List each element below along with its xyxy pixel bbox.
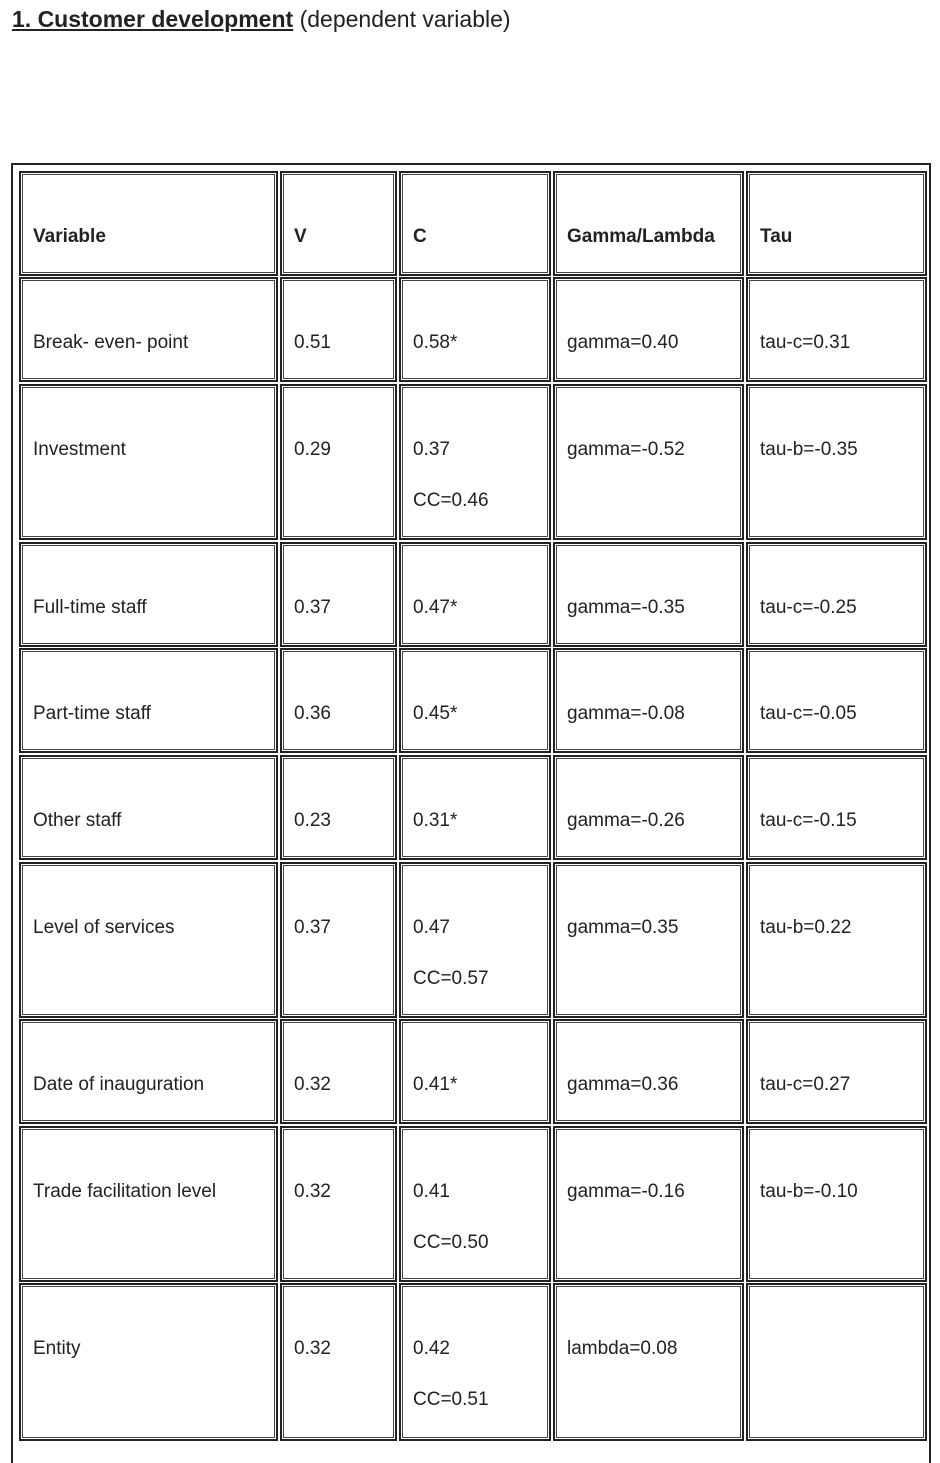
- table-cell-v: [280, 862, 397, 1018]
- cell-text-tau: tau-c=0.27: [760, 1074, 851, 1095]
- cell-text-gamma-lambda: gamma=0.40: [567, 332, 679, 353]
- table-cell-gamma-lambda: [553, 862, 744, 1018]
- table-cell-c: [399, 1126, 551, 1282]
- cell-text-tau: tau-c=-0.25: [760, 597, 857, 618]
- table-cell-tau: [746, 1283, 927, 1441]
- table-cell-variable: [19, 1019, 278, 1124]
- cell-text-c: 0.42: [413, 1338, 450, 1359]
- header-cell-gamma-lambda: [553, 171, 744, 276]
- cell-text-variable: Trade facilitation level: [33, 1181, 217, 1202]
- table-cell-c: [399, 862, 551, 1018]
- cell-text-v: 0.36: [294, 703, 331, 724]
- table-cell-c: [399, 648, 551, 753]
- table-cell-c: [399, 755, 551, 860]
- cell-text-gamma-lambda: gamma=-0.52: [567, 439, 685, 460]
- table-cell-c: [399, 542, 551, 647]
- table-cell-v: [280, 384, 397, 540]
- table-cell-c: [399, 277, 551, 382]
- cell-text-c: 0.45*: [413, 703, 458, 724]
- cell-text-c: 0.41*: [413, 1074, 458, 1095]
- cell-text-variable: Part-time staff: [33, 703, 151, 724]
- table-cell-v: [280, 542, 397, 647]
- cell-text-gamma-lambda: gamma=-0.35: [567, 597, 685, 618]
- table-cell-v: [280, 277, 397, 382]
- table-cell-gamma-lambda: [553, 1019, 744, 1124]
- cell-text-variable: Entity: [33, 1338, 81, 1359]
- table-cell-gamma-lambda: [553, 755, 744, 860]
- cell-text-gamma-lambda: gamma=-0.08: [567, 703, 685, 724]
- column-header-gamma-lambda: Gamma/Lambda: [567, 226, 715, 247]
- header-cell-tau: [746, 171, 927, 276]
- table-cell-variable: [19, 277, 278, 382]
- cell-text-gamma-lambda: gamma=0.36: [567, 1074, 679, 1095]
- header-cell-v: [280, 171, 397, 276]
- table-cell-variable: [19, 1283, 278, 1441]
- cell-text-variable: Level of services: [33, 917, 175, 938]
- cell-text-c: 0.47: [413, 917, 450, 938]
- cell-text-cc: CC=0.57: [413, 968, 489, 989]
- column-header-v: V: [294, 226, 307, 247]
- cell-text-v: 0.23: [294, 810, 331, 831]
- header-cell-c: [399, 171, 551, 276]
- cell-text-tau: tau-b=-0.10: [760, 1181, 858, 1202]
- table-cell-v: [280, 648, 397, 753]
- table-cell-gamma-lambda: [553, 1126, 744, 1282]
- page-heading: [12, 6, 511, 33]
- table-cell-tau: [746, 1126, 927, 1282]
- table-cell-tau: [746, 384, 927, 540]
- cell-text-v: 0.32: [294, 1074, 331, 1095]
- table-cell-variable: [19, 1126, 278, 1282]
- table-cell-variable: [19, 542, 278, 647]
- table-cell-variable: [19, 384, 278, 540]
- cell-text-v: 0.32: [294, 1181, 331, 1202]
- table-cell-v: [280, 1019, 397, 1124]
- column-header-c: C: [413, 226, 427, 247]
- cell-text-c: 0.31*: [413, 810, 458, 831]
- cell-text-v: 0.32: [294, 1338, 331, 1359]
- table-cell-tau: [746, 277, 927, 382]
- cell-text-tau: tau-c=-0.15: [760, 810, 857, 831]
- cell-text-variable: Other staff: [33, 810, 122, 831]
- cell-text-variable: Break- even- point: [33, 332, 189, 353]
- cell-text-variable: Date of inauguration: [33, 1074, 205, 1095]
- table-cell-gamma-lambda: [553, 648, 744, 753]
- table-cell-tau: [746, 1019, 927, 1124]
- table-cell-tau: [746, 862, 927, 1018]
- cell-text-v: 0.37: [294, 917, 331, 938]
- table-cell-gamma-lambda: [553, 384, 744, 540]
- table-cell-tau: [746, 542, 927, 647]
- cell-text-variable: Full-time staff: [33, 597, 147, 618]
- cell-text-tau: tau-c=-0.05: [760, 703, 857, 724]
- cell-text-tau: tau-b=-0.35: [760, 439, 858, 460]
- cell-text-cc: CC=0.50: [413, 1232, 489, 1253]
- table-cell-tau: [746, 755, 927, 860]
- table-cell-gamma-lambda: [553, 277, 744, 382]
- table-cell-c: [399, 384, 551, 540]
- cell-text-cc: CC=0.46: [413, 490, 489, 511]
- header-cell-variable: [19, 171, 278, 276]
- cell-text-c: 0.37: [413, 439, 450, 460]
- cell-text-c: 0.58*: [413, 332, 458, 353]
- heading-title: 1. Customer development: [12, 6, 294, 32]
- column-header-tau: Tau: [760, 226, 793, 247]
- cell-text-c: 0.47*: [413, 597, 458, 618]
- table-cell-c: [399, 1283, 551, 1441]
- table-cell-v: [280, 1283, 397, 1441]
- column-header-variable: Variable: [33, 226, 106, 247]
- cell-text-tau: tau-c=0.31: [760, 332, 851, 353]
- table-cell-c: [399, 1019, 551, 1124]
- table-cell-gamma-lambda: [553, 1283, 744, 1441]
- cell-text-gamma-lambda: gamma=0.35: [567, 917, 679, 938]
- table-cell-variable: [19, 755, 278, 860]
- table-cell-variable: [19, 648, 278, 753]
- cell-text-c: 0.41: [413, 1181, 450, 1202]
- table-cell-v: [280, 755, 397, 860]
- heading-subtitle: (dependent variable): [293, 6, 511, 32]
- cell-text-tau: tau-b=0.22: [760, 917, 852, 938]
- statistics-table: [11, 163, 931, 1463]
- cell-text-v: 0.51: [294, 332, 331, 353]
- cell-text-v: 0.29: [294, 439, 331, 460]
- table-cell-v: [280, 1126, 397, 1282]
- table-cell-variable: [19, 862, 278, 1018]
- cell-text-gamma-lambda: gamma=-0.16: [567, 1181, 685, 1202]
- table-cell-gamma-lambda: [553, 542, 744, 647]
- cell-text-gamma-lambda: gamma=-0.26: [567, 810, 685, 831]
- table-cell-tau: [746, 648, 927, 753]
- cell-text-variable: Investment: [33, 439, 126, 460]
- cell-text-cc: CC=0.51: [413, 1389, 489, 1410]
- cell-text-v: 0.37: [294, 597, 331, 618]
- cell-text-gamma-lambda: lambda=0.08: [567, 1338, 678, 1359]
